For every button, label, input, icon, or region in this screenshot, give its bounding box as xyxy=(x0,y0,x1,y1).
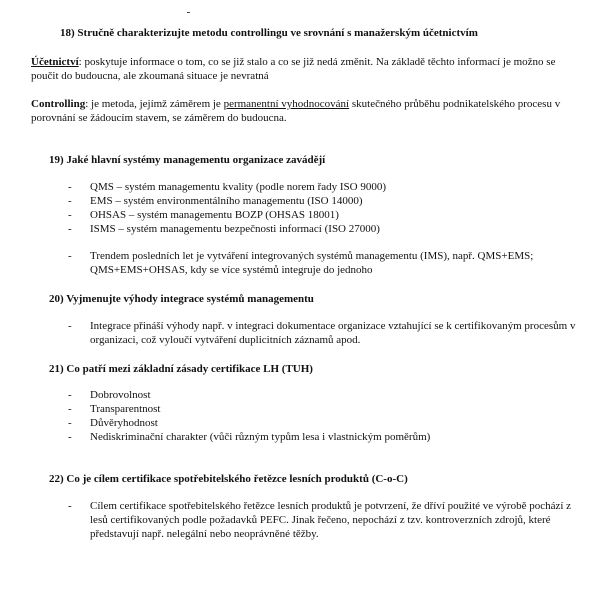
controlling-label: Controlling xyxy=(31,98,86,110)
question-22-heading: 22) Co je cílem certifikace spotřebitelského řetězce lesních produktů (C-o-C) xyxy=(49,473,408,485)
question-21-heading: 21) Co patří mezi základní zásady certifikace LH (TUH) xyxy=(49,363,313,375)
list-dash: - xyxy=(68,223,72,235)
list-dash: - xyxy=(68,195,72,207)
question-18-heading: 18) Stručně charakterizujte metodu controllingu ve srovnání s manažerským účetnictvím xyxy=(60,27,478,39)
list-item xyxy=(0,208,580,222)
ucetnictvi-text: : poskytuje informace o tom, co se již stalo a co se již nedá změnit. Na základě těchto informací je možno se poučit do budoucna, ale zkoumaná situace je nevratná xyxy=(31,56,556,82)
controlling-text-a: : je metoda, jejímž záměrem je xyxy=(85,98,224,110)
list-item-text: Transparentnost xyxy=(90,403,161,415)
page-mark xyxy=(187,12,190,13)
controlling-underlined: permanentní vyhodnocování xyxy=(223,98,350,110)
list-dash: - xyxy=(68,209,72,221)
controlling-text-b: skutečného průběhu podnikatelského procesu v porovnání se žádoucím stavem, se záměrem do budoucna. xyxy=(31,98,561,124)
question-19-heading: 19) Jaké hlavní systémy managementu organizace zavádějí xyxy=(49,154,326,166)
list-item xyxy=(0,194,580,208)
controlling-paragraph xyxy=(31,97,576,125)
q22-item: Cílem certifikace spotřebitelského řetězce lesních produktů je potvrzení, že dříví použité ve výrobě pochází z lesů certifikovaných podle požadavků PEFC. Jinak řečeno, nepochází z tzv. kontroverzních zdrojů, které představují např. nelegální nebo neoprávněné těžby. xyxy=(90,500,572,540)
list-dash: - xyxy=(68,181,72,193)
list-item-text: Dobrovolnost xyxy=(90,389,151,401)
q19-ims-note: Trendem posledních let je vytváření integrovaných systémů managementu (IMS), např. QMS+EMS; QMS+EMS+OHSAS, kdy se více systémů integruje do jednoho xyxy=(90,250,534,276)
list-dash: - xyxy=(68,403,72,415)
list-item xyxy=(0,430,580,444)
question-20-heading: 20) Vyjmenujte výhody integrace systémů managementu xyxy=(49,293,314,305)
list-item-text: OHSAS – systém managementu BOZP (OHSAS 18001) xyxy=(90,209,339,221)
list-dash: - xyxy=(68,250,72,262)
list-dash: - xyxy=(68,389,72,401)
list-item xyxy=(0,388,580,402)
list-dash: - xyxy=(68,500,72,512)
list-item xyxy=(0,180,580,194)
list-dash: - xyxy=(68,320,72,332)
q20-item: Integrace přináší výhody např. v integraci dokumentace organizace vztahující se k certifikovaným procesům v organizaci, což vyloučí vytváření duplicitních záznamů apod. xyxy=(90,320,576,346)
list-item-text: ISMS – systém managementu bezpečnosti informací (ISO 27000) xyxy=(90,223,380,235)
list-item xyxy=(0,416,580,430)
list-dash: - xyxy=(68,431,72,443)
list-dash: - xyxy=(68,417,72,429)
list-item-text: Důvěryhodnost xyxy=(90,417,158,429)
list-item-text: QMS – systém managementu kvality (podle norem řady ISO 9000) xyxy=(90,181,387,193)
q21-principles-list xyxy=(0,388,580,444)
list-item xyxy=(0,222,580,236)
q19-system-list xyxy=(0,180,580,236)
list-item xyxy=(0,402,580,416)
ucetnictvi-label: Účetnictví xyxy=(31,56,79,68)
list-item-text: EMS – systém environmentálního managementu (ISO 14000) xyxy=(90,195,363,207)
list-item-text: Nediskriminační charakter (vůči různým typům lesa i vlastnickým poměrům) xyxy=(90,431,431,443)
ucetnictvi-paragraph xyxy=(31,55,576,83)
